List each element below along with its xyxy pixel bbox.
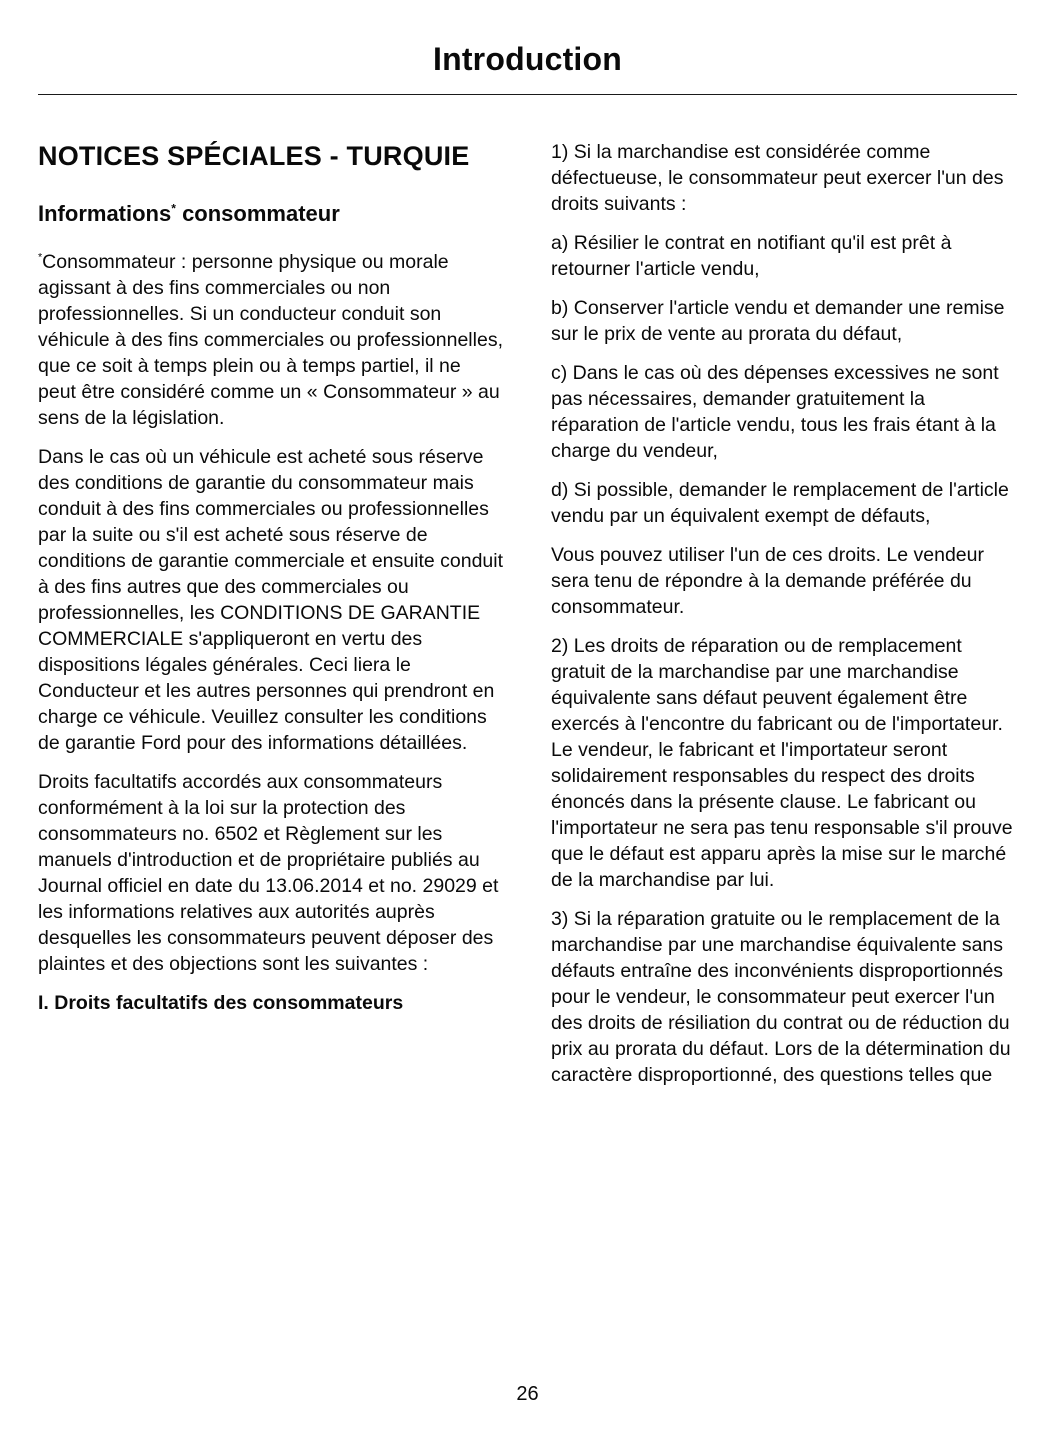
right-column (551, 139, 1017, 1101)
paragraph-warranty-conditions: Dans le cas où un véhicule est acheté sous réserve des conditions de garantie du consommateur mais conduit à des fins commerciales ou professionnelles par la suite ou s'il est acheté sous réserve de conditions de garantie commerciale et ensuite conduit à des fins autres que des commerciales ou professionnelles, les CONDITIONS DE GARANTIE COMMERCIALE s'appliqueront en vertu des dispositions légales générales. Ceci liera le Conducteur et les autres personnes qui prendront en charge ce véhicule. Veuillez consulter les conditions de garantie Ford pour des informations détaillées. (38, 446, 504, 754)
content-columns (38, 139, 1017, 1101)
paragraph-rights-usage: Vous pouvez utiliser l'un de ces droits. Le vendeur sera tenu de répondre à la demande préférée du consommateur. (551, 544, 984, 618)
paragraph-consumer-definition (38, 249, 504, 431)
header-divider (38, 94, 1017, 95)
page-footer (0, 1383, 1055, 1406)
paragraph-right-b: b) Conserver l'article vendu et demander une remise sur le prix de vente au prorata du défaut, (551, 297, 1005, 345)
subsection-title-rest: consommateur (175, 201, 340, 226)
paragraph-right-2: 2) Les droits de réparation ou de remplacement gratuit de la marchandise par une marchandise équivalente sans défaut peuvent également être exercés à l'encontre du fabricant ou de l'importateur. Le vendeur, le fabricant et l'importateur seront solidairement responsables du respect des droits énoncés dans la présente clause. Le fabricant ou l'importateur ne sera pas tenu responsable s'il prouve que le défaut est apparu après la mise sur le marché de la marchandise par lui. (551, 635, 1013, 891)
page-title: Introduction (432, 41, 623, 77)
paragraph-right-d: d) Si possible, demander le remplacement de l'article vendu par un équivalent exempt de défauts, (551, 479, 1009, 527)
paragraph-text: Consommateur : personne physique ou morale agissant à des fins commerciales ou non professionnelles. Si un conducteur conduit son véhicule à des fins commerciales ou professionnelles, que ce soit à temps plein ou à temps partiel, il ne peut être considéré comme un « Consommateur » au sens de la législation. (38, 251, 503, 429)
left-column (38, 139, 504, 1101)
paragraph-right-3: 3) Si la réparation gratuite ou le remplacement de la marchandise par une marchandise équivalente sans défauts entraîne des inconvénients disproportionnés pour le vendeur, le consommateur peut exercer l'un des droits de résiliation du contrat ou de réduction du prix au prorata du défaut. Lors de la détermination du caractère disproportionné, des questions telles que (551, 908, 1011, 1086)
page-header (38, 34, 1017, 94)
footnote-marker: * (171, 201, 176, 216)
list-heading-optional-rights: I. Droits facultatifs des consommateurs (38, 992, 404, 1014)
paragraph-right-c: c) Dans le cas où des dépenses excessives ne sont pas nécessaires, demander gratuitement la réparation de l'article vendu, tous les frais étant à la charge du vendeur, (551, 362, 999, 462)
paragraph-right-1: 1) Si la marchandise est considérée comme défectueuse, le consommateur peut exercer l'un des droits suivants : (551, 141, 1004, 215)
paragraph-right-a: a) Résilier le contrat en notifiant qu'il est prêt à retourner l'article vendu, (551, 232, 952, 280)
section-title: NOTICES SPÉCIALES - TURQUIE (38, 141, 470, 171)
subsection-title (38, 200, 504, 227)
page-number: 26 (516, 1383, 539, 1405)
subsection-title-text: Informations (38, 201, 172, 226)
footnote-marker: * (38, 251, 43, 264)
paragraph-optional-rights-intro: Droits facultatifs accordés aux consommateurs conformément à la loi sur la protection des consommateurs no. 6502 et Règlement sur les manuels d'introduction et de propriétaire publiés au Journal officiel en date du 13.06.2014 et no. 29029 et les informations relatives aux autorités auprès desquelles les consommateurs peuvent déposer des plaintes et des objections sont les suivantes : (38, 771, 499, 975)
